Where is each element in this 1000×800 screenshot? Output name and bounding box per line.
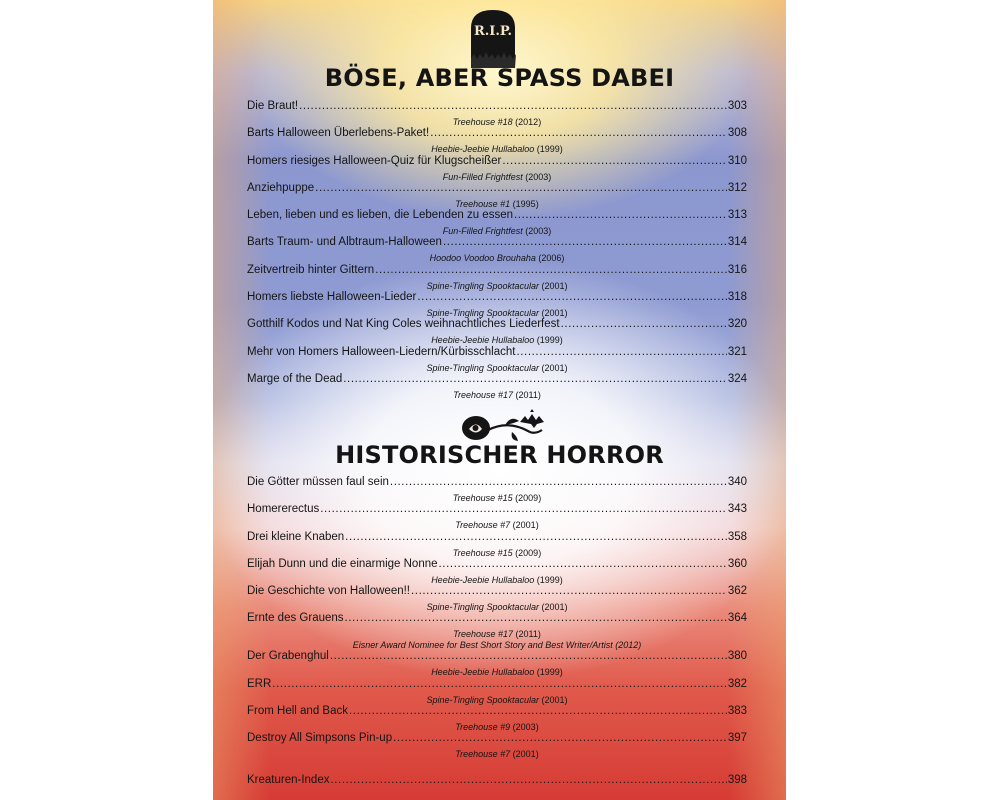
dot-leader bbox=[349, 705, 727, 717]
source-title: Spine-Tingling Spooktacular bbox=[426, 280, 539, 291]
toc-entry[interactable] bbox=[247, 705, 747, 732]
source-title: Fun-Filled Frightfest bbox=[442, 171, 523, 182]
toc-entry[interactable] bbox=[247, 585, 747, 612]
entry-page: 380 bbox=[727, 650, 747, 663]
source-title: Spine-Tingling Spooktacular bbox=[426, 694, 539, 705]
toc-entry[interactable] bbox=[247, 264, 747, 291]
rip-icon-text: R.I.P. bbox=[473, 24, 513, 39]
source-title: Treehouse #15 bbox=[452, 547, 513, 558]
source-title: Treehouse #7 bbox=[455, 749, 511, 760]
entry-page: 320 bbox=[727, 318, 747, 331]
entry-source bbox=[247, 722, 747, 733]
toc-entry[interactable] bbox=[247, 678, 747, 705]
entry-page: 398 bbox=[727, 773, 747, 786]
toc-entry[interactable] bbox=[247, 209, 747, 236]
dot-leader bbox=[417, 291, 726, 303]
entry-page: 318 bbox=[727, 291, 747, 304]
dot-leader bbox=[443, 236, 727, 248]
source-year: (2003) bbox=[510, 722, 539, 733]
source-title: Heebie-Jeebie Hullabaloo bbox=[431, 667, 535, 678]
entry-page: 360 bbox=[727, 557, 747, 570]
entry-page: 321 bbox=[727, 345, 747, 358]
dot-leader bbox=[330, 774, 726, 786]
source-title: Treehouse #17 bbox=[453, 389, 514, 400]
dot-leader bbox=[516, 346, 726, 358]
source-title: Heebie-Jeebie Hullabaloo bbox=[431, 574, 535, 585]
entry-title: ERR bbox=[247, 677, 272, 690]
source-title: Hoodoo Voodoo Brouhaha bbox=[429, 253, 536, 264]
entry-page: 343 bbox=[727, 503, 747, 516]
source-title: Treehouse #18 bbox=[452, 117, 513, 127]
entry-source bbox=[247, 253, 747, 264]
entry-title: Drei kleine Knaben bbox=[247, 530, 345, 543]
entry-source bbox=[247, 363, 747, 374]
source-title: Spine-Tingling Spooktacular bbox=[426, 362, 539, 373]
entry-page: 316 bbox=[727, 263, 747, 276]
entry-source bbox=[247, 172, 747, 183]
dot-leader bbox=[272, 678, 727, 690]
toc-entry[interactable] bbox=[247, 373, 747, 400]
toc-entry[interactable] bbox=[247, 346, 747, 373]
dot-leader bbox=[345, 531, 727, 543]
entry-source bbox=[247, 199, 747, 210]
toc-entry[interactable] bbox=[247, 100, 747, 127]
entry-title: Zeitvertreib hinter Gittern bbox=[247, 263, 375, 276]
dot-leader bbox=[375, 264, 727, 276]
entry-title: Die Götter müssen faul sein bbox=[247, 476, 389, 488]
source-year: (2009) bbox=[512, 547, 542, 558]
dot-leader bbox=[343, 373, 727, 385]
entry-page: 308 bbox=[727, 127, 747, 140]
entry-source bbox=[247, 308, 747, 319]
dot-leader bbox=[393, 732, 727, 744]
source-year: (2001) bbox=[538, 602, 568, 613]
entry-page: 324 bbox=[727, 372, 747, 385]
toc-entry[interactable] bbox=[247, 291, 747, 318]
source-year: (2001) bbox=[538, 694, 568, 705]
entry-source bbox=[247, 575, 747, 586]
entry-page: 364 bbox=[727, 612, 747, 625]
entry-source bbox=[247, 117, 747, 128]
entry-title: Leben, lieben und es lieben, die Lebenden zu essen bbox=[247, 209, 513, 222]
entry-source bbox=[247, 493, 747, 504]
source-title: Treehouse #1 bbox=[455, 198, 511, 209]
dot-leader bbox=[390, 476, 727, 488]
dot-leader bbox=[439, 558, 727, 570]
entry-title: Barts Traum- und Albtraum-Halloween bbox=[247, 236, 442, 249]
source-title: Fun-Filled Frightfest bbox=[442, 226, 523, 237]
rip-tombstone-icon bbox=[467, 8, 519, 68]
toc-list-section-2 bbox=[247, 476, 747, 800]
entry-title: Homers liebste Halloween-Lieder bbox=[247, 291, 417, 304]
dot-leader bbox=[411, 585, 727, 597]
source-year: (2003) bbox=[522, 226, 552, 237]
source-year: (2011) bbox=[513, 389, 541, 400]
entry-title: Barts Halloween Überlebens-Paket! bbox=[247, 127, 430, 140]
source-year: (2009) bbox=[512, 493, 542, 503]
source-year: (1995) bbox=[510, 198, 539, 209]
entry-page: 303 bbox=[727, 100, 747, 112]
entry-title: Mehr von Homers Halloween-Liedern/Kürbisschlacht bbox=[247, 345, 516, 358]
entry-title: Destroy All Simpsons Pin-up bbox=[247, 732, 393, 745]
entry-title: Der Grabenghul bbox=[247, 650, 329, 663]
entry-source bbox=[247, 144, 747, 155]
entry-page: 382 bbox=[727, 677, 747, 690]
source-year: (2001) bbox=[538, 308, 568, 319]
entry-title: Elijah Dunn und die einarmige Nonne bbox=[247, 557, 438, 570]
entry-title: Homererectus bbox=[247, 503, 320, 516]
source-title: Spine-Tingling Spooktacular bbox=[426, 308, 539, 319]
entry-source bbox=[247, 335, 747, 346]
entry-source bbox=[247, 390, 747, 401]
dot-leader bbox=[561, 318, 727, 330]
dot-leader bbox=[330, 650, 727, 662]
entry-source bbox=[247, 667, 747, 678]
source-year: (2012) bbox=[512, 117, 542, 127]
entry-page: 313 bbox=[727, 209, 747, 222]
dot-leader bbox=[514, 209, 727, 221]
book-page bbox=[213, 0, 786, 800]
entry-source bbox=[247, 548, 747, 559]
source-title: Treehouse #9 bbox=[455, 722, 511, 733]
entry-source bbox=[247, 695, 747, 706]
entry-page: 397 bbox=[727, 732, 747, 745]
dot-leader bbox=[299, 100, 727, 112]
dot-leader bbox=[345, 612, 727, 624]
entry-source bbox=[247, 629, 747, 640]
toc-entry[interactable] bbox=[247, 503, 747, 530]
bat-rose-ornament-icon bbox=[450, 408, 550, 442]
entry-source bbox=[247, 281, 747, 292]
toc-entry-index[interactable] bbox=[247, 774, 747, 800]
entry-title: Anziehpuppe bbox=[247, 181, 315, 194]
entry-source bbox=[247, 602, 747, 613]
source-year: (2001) bbox=[510, 749, 539, 760]
dot-leader bbox=[502, 155, 726, 167]
source-title: Heebie-Jeebie Hullabaloo bbox=[431, 144, 535, 155]
source-year: (2011) bbox=[513, 629, 541, 640]
entry-page: 358 bbox=[727, 530, 747, 543]
source-year: (1999) bbox=[534, 667, 563, 678]
section-title-historischer-horror: HISTORISCHER HORROR bbox=[335, 441, 664, 469]
toc-entry[interactable] bbox=[247, 318, 747, 345]
source-year: (2001) bbox=[510, 520, 539, 531]
section-title-boese-aber-spass-dabei: BÖSE, ABER SPASS DABEI bbox=[324, 64, 675, 92]
toc-entry[interactable] bbox=[247, 155, 747, 182]
toc-entry[interactable] bbox=[247, 476, 747, 503]
source-year: (2001) bbox=[538, 280, 568, 291]
entry-page: 340 bbox=[727, 476, 747, 488]
toc-entry[interactable] bbox=[247, 558, 747, 585]
entry-title: Homers riesiges Halloween-Quiz für Klugscheißer bbox=[247, 154, 502, 167]
entry-page: 383 bbox=[727, 705, 747, 718]
entry-page: 362 bbox=[727, 585, 747, 598]
toc-entry[interactable] bbox=[247, 531, 747, 558]
entry-award-note bbox=[247, 640, 747, 651]
entry-title: Kreaturen-Index bbox=[247, 773, 330, 786]
source-year: (2001) bbox=[538, 362, 568, 373]
entry-title: Ernte des Grauens bbox=[247, 612, 344, 625]
toc-entry[interactable] bbox=[247, 127, 747, 154]
source-title: Spine-Tingling Spooktacular bbox=[426, 602, 539, 613]
source-title: Treehouse #17 bbox=[453, 629, 514, 640]
source-year: (1999) bbox=[534, 574, 563, 585]
entry-title: Die Geschichte von Halloween!! bbox=[247, 585, 410, 598]
dot-leader bbox=[320, 503, 727, 515]
toc-entry[interactable] bbox=[247, 236, 747, 263]
source-title: Heebie-Jeebie Hullabaloo bbox=[431, 335, 535, 346]
entry-title: From Hell and Back bbox=[247, 705, 348, 718]
toc-entry[interactable] bbox=[247, 650, 747, 677]
source-year: (1999) bbox=[534, 335, 563, 346]
toc-entry[interactable] bbox=[247, 612, 747, 650]
entry-source bbox=[247, 226, 747, 237]
toc-entry[interactable] bbox=[247, 182, 747, 209]
entry-page: 312 bbox=[727, 181, 747, 194]
source-title: Treehouse #15 bbox=[452, 493, 513, 503]
entry-source bbox=[247, 749, 747, 760]
entry-title: Die Braut! bbox=[247, 100, 299, 112]
entry-page: 314 bbox=[727, 236, 747, 249]
dot-leader bbox=[315, 182, 727, 194]
toc-entry[interactable] bbox=[247, 732, 747, 759]
source-year: (2003) bbox=[522, 171, 552, 182]
source-year: (1999) bbox=[534, 144, 563, 155]
source-title: Treehouse #7 bbox=[455, 520, 511, 531]
entry-source bbox=[247, 520, 747, 531]
toc-list-section-1 bbox=[247, 100, 747, 400]
entry-title: Marge of the Dead bbox=[247, 372, 343, 385]
award-note-text: Eisner Award Nominee for Best Short Story and Best Writer/Artist (2012) bbox=[352, 639, 642, 650]
entry-page: 310 bbox=[727, 154, 747, 167]
source-year: (2006) bbox=[535, 253, 565, 264]
dot-leader bbox=[430, 127, 727, 139]
entry-title: Gotthilf Kodos und Nat King Coles weihnachtliches Liederfest bbox=[247, 318, 560, 331]
